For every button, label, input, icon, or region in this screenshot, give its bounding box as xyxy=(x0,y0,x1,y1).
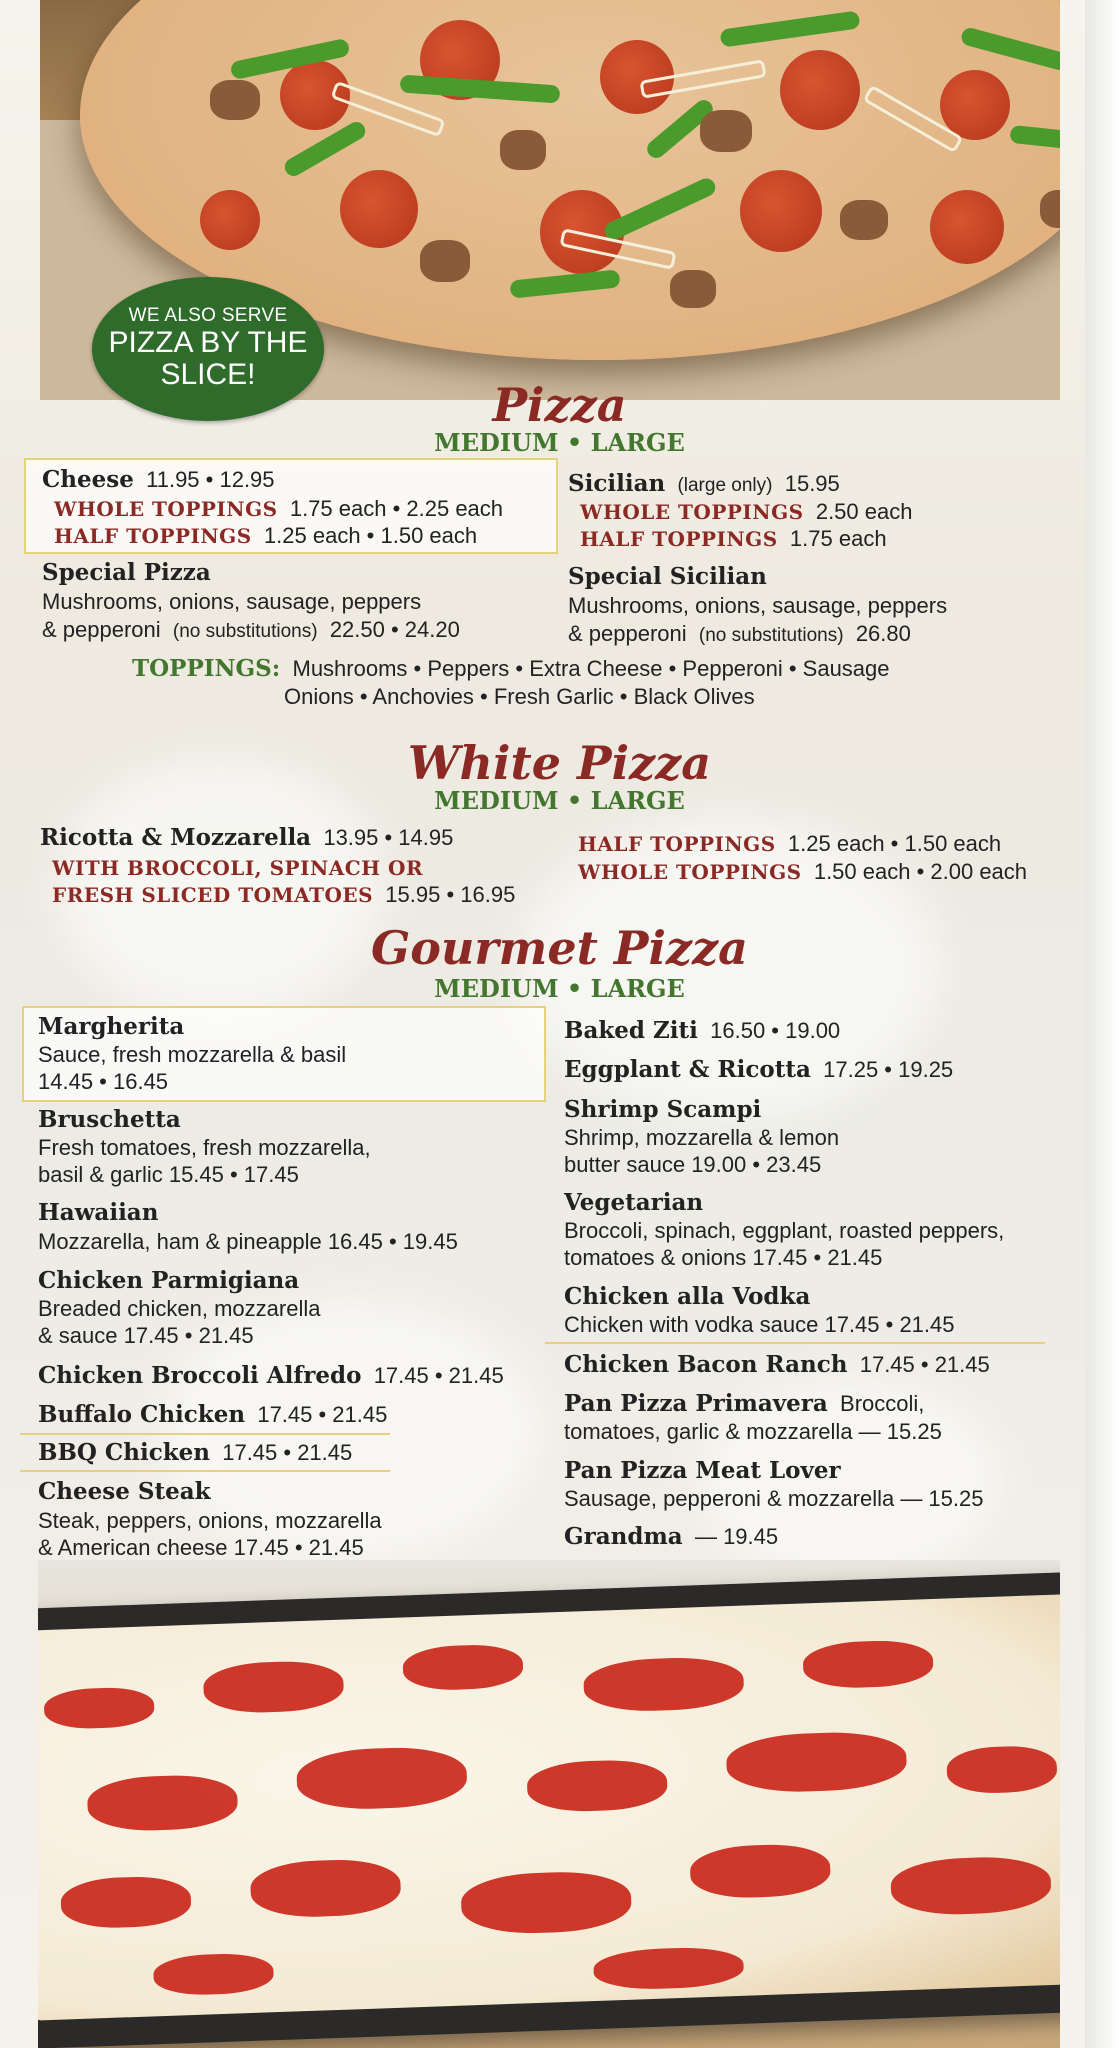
item-name: Bruschetta xyxy=(38,1106,181,1133)
item-desc: & pepperoni xyxy=(568,621,687,646)
half-toppings-price: 1.25 each • 1.50 each xyxy=(263,523,478,548)
pan-pizza-meat-lover-name xyxy=(564,1457,841,1484)
item-name: Chicken Broccoli Alfredo xyxy=(38,1362,362,1389)
item-name: Ricotta & Mozzarella xyxy=(40,824,312,851)
special-pizza-desc: Mushrooms, onions, sausage, peppers xyxy=(42,589,422,614)
half-toppings-label: HALF TOPPINGS xyxy=(54,524,252,548)
bruschetta-desc-price: basil & garlic 15.45 • 17.45 xyxy=(38,1162,299,1187)
promo-line-3: SLICE! xyxy=(160,358,256,391)
item-price: 11.95 • 12.95 xyxy=(146,467,275,492)
chicken-bacon-ranch-highlight xyxy=(545,1342,1045,1344)
toppings-line-1: Mushrooms • Peppers • Extra Cheese • Pepperoni • Sausage xyxy=(292,656,890,681)
vegetarian-desc-price: tomatoes & onions 17.45 • 21.45 xyxy=(564,1245,883,1270)
chicken-alla-vodka-name xyxy=(564,1283,810,1310)
chicken-bacon-ranch-item xyxy=(564,1351,990,1378)
item-name: Cheese Steak xyxy=(38,1478,211,1505)
whole-toppings-label: WHOLE TOPPINGS xyxy=(578,860,802,884)
margherita-name xyxy=(38,1013,184,1040)
whole-toppings-price: 1.75 each • 2.25 each xyxy=(289,496,504,521)
shrimp-scampi-desc-price: butter sauce 19.00 • 23.45 xyxy=(564,1152,822,1177)
baked-ziti-item xyxy=(564,1017,840,1044)
item-name: Chicken Parmigiana xyxy=(38,1267,300,1294)
gourmet-pizza-sizes: MEDIUM • LARGE xyxy=(434,974,685,1003)
white-with-line-1 xyxy=(52,854,423,882)
item-price: 26.80 xyxy=(855,621,911,646)
bruschetta-name xyxy=(38,1106,181,1133)
with-options-label-2: FRESH SLICED TOMATOES xyxy=(52,883,374,907)
pan-pizza-primavera-item xyxy=(564,1390,924,1417)
item-desc: Broccoli, xyxy=(840,1391,925,1416)
sheet-pan xyxy=(38,1571,1060,2048)
item-name: BBQ Chicken xyxy=(38,1439,210,1466)
special-sicilian-desc-2 xyxy=(568,620,911,649)
vegetarian-desc: Broccoli, spinach, eggplant, roasted peppers, xyxy=(564,1218,1005,1243)
item-name: Sicilian xyxy=(568,470,666,497)
page-edge xyxy=(1085,0,1119,2048)
item-name: Vegetarian xyxy=(564,1189,704,1216)
item-desc: & pepperoni xyxy=(42,617,161,642)
white-pizza-heading: White Pizza xyxy=(407,736,712,790)
cheese-half-toppings xyxy=(54,522,477,550)
toppings-label: TOPPINGS: xyxy=(132,655,281,682)
white-whole-toppings xyxy=(578,858,1027,886)
item-note: (no substitutions) xyxy=(172,621,318,642)
grandma-item xyxy=(564,1523,778,1550)
item-price: 15.95 xyxy=(784,471,840,496)
item-price: — 19.45 xyxy=(694,1524,779,1549)
whole-toppings-label: WHOLE TOPPINGS xyxy=(580,500,804,524)
item-price: 17.45 • 21.45 xyxy=(222,1440,353,1465)
special-pizza-name xyxy=(42,559,211,586)
half-toppings-label: HALF TOPPINGS xyxy=(580,527,778,551)
promo-line-1: WE ALSO SERVE xyxy=(128,305,288,326)
promo-line-2: PIZZA BY THE xyxy=(108,326,308,359)
eggplant-ricotta-item xyxy=(564,1056,953,1083)
pan-pizza-meat-lover-desc-price: Sausage, pepperoni & mozzarella — 15.25 xyxy=(564,1486,984,1511)
pizza-sizes: MEDIUM • LARGE xyxy=(434,428,685,457)
white-half-toppings xyxy=(578,830,1001,858)
sicilian-item xyxy=(568,470,840,499)
chicken-parmigiana-name xyxy=(38,1267,299,1294)
with-options-label: WITH BROCCOLI, SPINACH OR xyxy=(52,856,424,880)
cheese-steak-desc-price: & American cheese 17.45 • 21.45 xyxy=(38,1535,364,1560)
with-options-price: 15.95 • 16.95 xyxy=(385,882,516,907)
pan-pizza-primavera-desc-price: tomatoes, garlic & mozzarella — 15.25 xyxy=(564,1419,942,1444)
item-name: Special Pizza xyxy=(42,559,211,586)
half-toppings-label: HALF TOPPINGS xyxy=(578,832,776,856)
item-note: (large only) xyxy=(677,475,773,496)
buffalo-chicken-item xyxy=(38,1401,387,1428)
whole-toppings-price: 1.50 each • 2.00 each xyxy=(813,859,1028,884)
gourmet-pizza-heading: Gourmet Pizza xyxy=(371,921,748,975)
bbq-chicken-highlight-top xyxy=(20,1433,390,1435)
item-name: Buffalo Chicken xyxy=(38,1401,246,1428)
item-name: Eggplant & Ricotta xyxy=(564,1056,811,1083)
special-pizza-desc-2 xyxy=(42,616,460,645)
pizza-photo-bottom xyxy=(38,1560,1060,2048)
item-price: 16.50 • 19.00 xyxy=(710,1018,841,1043)
item-name: Margherita xyxy=(38,1013,185,1040)
bbq-chicken-item xyxy=(38,1439,352,1466)
whole-toppings-label: WHOLE TOPPINGS xyxy=(54,497,278,521)
margherita-desc: Sauce, fresh mozzarella & basil xyxy=(38,1042,347,1067)
item-price: 22.50 • 24.20 xyxy=(329,617,460,642)
item-name: Baked Ziti xyxy=(564,1017,698,1044)
chicken-alla-vodka-desc-price: Chicken with vodka sauce 17.45 • 21.45 xyxy=(564,1312,955,1337)
margherita-price: 14.45 • 16.45 xyxy=(38,1069,169,1094)
chicken-broccoli-alfredo-item xyxy=(38,1362,504,1389)
item-name: Chicken Bacon Ranch xyxy=(564,1351,848,1378)
cheese-steak-desc: Steak, peppers, onions, mozzarella xyxy=(38,1508,382,1533)
whole-toppings-price: 2.50 each xyxy=(815,499,913,524)
grandma-pizza xyxy=(38,1594,1060,2020)
item-name: Hawaiian xyxy=(38,1199,159,1226)
special-sicilian-desc: Mushrooms, onions, sausage, peppers xyxy=(568,593,948,618)
item-name: Cheese xyxy=(42,466,134,493)
item-price: 17.45 • 21.45 xyxy=(859,1352,990,1377)
item-name: Chicken alla Vodka xyxy=(564,1283,811,1310)
white-with-line-2 xyxy=(52,881,515,909)
item-name: Special Sicilian xyxy=(568,563,767,590)
item-name: Pan Pizza Primavera xyxy=(564,1390,828,1417)
hawaiian-desc-price: Mozzarella, ham & pineapple 16.45 • 19.45 xyxy=(38,1229,458,1254)
half-toppings-price: 1.25 each • 1.50 each xyxy=(787,831,1002,856)
item-name: Pan Pizza Meat Lover xyxy=(564,1457,841,1484)
toppings-list xyxy=(132,655,890,682)
pizza-heading: Pizza xyxy=(492,378,627,432)
toppings-line-2: Onions • Anchovies • Fresh Garlic • Black Olives xyxy=(284,684,755,709)
cheese-steak-name xyxy=(38,1478,211,1505)
item-price: 17.25 • 19.25 xyxy=(823,1057,954,1082)
item-name: Grandma xyxy=(564,1523,683,1550)
special-sicilian-name xyxy=(568,563,767,590)
item-price: 13.95 • 14.95 xyxy=(323,825,454,850)
bbq-chicken-highlight-bottom xyxy=(20,1470,390,1472)
sicilian-half-toppings xyxy=(580,525,887,553)
vegetarian-name xyxy=(564,1189,703,1216)
cheese-whole-toppings xyxy=(54,495,503,523)
ricotta-mozzarella-item xyxy=(40,824,453,851)
item-name: Shrimp Scampi xyxy=(564,1096,762,1123)
item-price: 17.45 • 21.45 xyxy=(257,1402,388,1427)
bruschetta-desc: Fresh tomatoes, fresh mozzarella, xyxy=(38,1135,371,1160)
chicken-parmigiana-desc: Breaded chicken, mozzarella xyxy=(38,1296,321,1321)
item-price: 17.45 • 21.45 xyxy=(373,1363,504,1388)
white-pizza-sizes: MEDIUM • LARGE xyxy=(434,786,685,815)
shrimp-scampi-desc: Shrimp, mozzarella & lemon xyxy=(564,1125,840,1150)
shrimp-scampi-name xyxy=(564,1096,761,1123)
chicken-parmigiana-desc-price: & sauce 17.45 • 21.45 xyxy=(38,1323,254,1348)
half-toppings-price: 1.75 each xyxy=(789,526,887,551)
item-note: (no substitutions) xyxy=(698,625,844,646)
hawaiian-name xyxy=(38,1199,158,1226)
cheese-item xyxy=(42,466,275,493)
sicilian-whole-toppings xyxy=(580,498,912,526)
